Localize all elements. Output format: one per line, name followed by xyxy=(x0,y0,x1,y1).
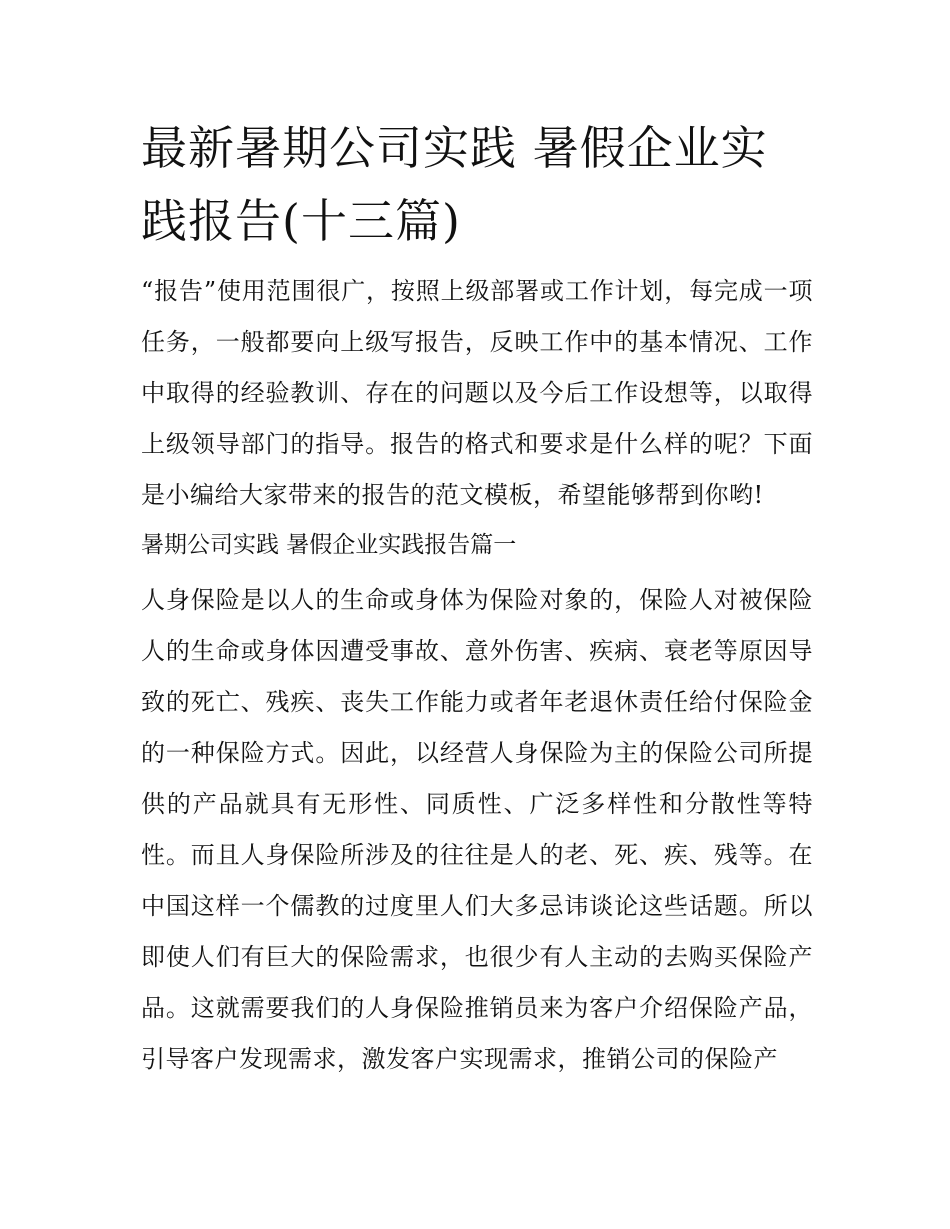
body-paragraph: 人身保险是以人的生命或身体为保险对象的，保险人对被保险人的生命或身体因遭受事故、意外伤害、疾病、衰老等原因导致的死亡、残疾、丧失工作能力或者年老退休责任给付保险金的一种保险方式。因此，以经营人身保险为主的保险公司所提供的产品就具有无形性、同质性、广泛多样性和分散性等特性。而且人身保险所涉及的往往是人的老、死、疾、残等。在中国这样一个儒教的过度里人们大多忌讳谈论这些话题。所以即使人们有巨大的保险需求，也很少有人主动的去购买保险产品。这就需要我们的人身保险推销员来为客户介绍保险产品，引导客户发现需求，激发客户实现需求，推销公司的保险产 xyxy=(141,586,813,1073)
document-content xyxy=(141,112,813,1085)
section-heading: 暑期公司实践 暑假企业实践报告篇一 xyxy=(141,532,517,558)
document-title: 最新暑期公司实践 暑假企业实践报告(十三篇) xyxy=(141,121,768,248)
intro-paragraph: “报告”使用范围很广，按照上级部署或工作计划，每完成一项任务，一般都要向上级写报告，反映工作中的基本情况、工作中取得的经验教训、存在的问题以及今后工作设想等，以取得上级领导部门的指导。报告的格式和要求是什么样的呢？下面是小编给大家带来的报告的范文模板，希望能够帮到你哟! xyxy=(141,277,813,509)
